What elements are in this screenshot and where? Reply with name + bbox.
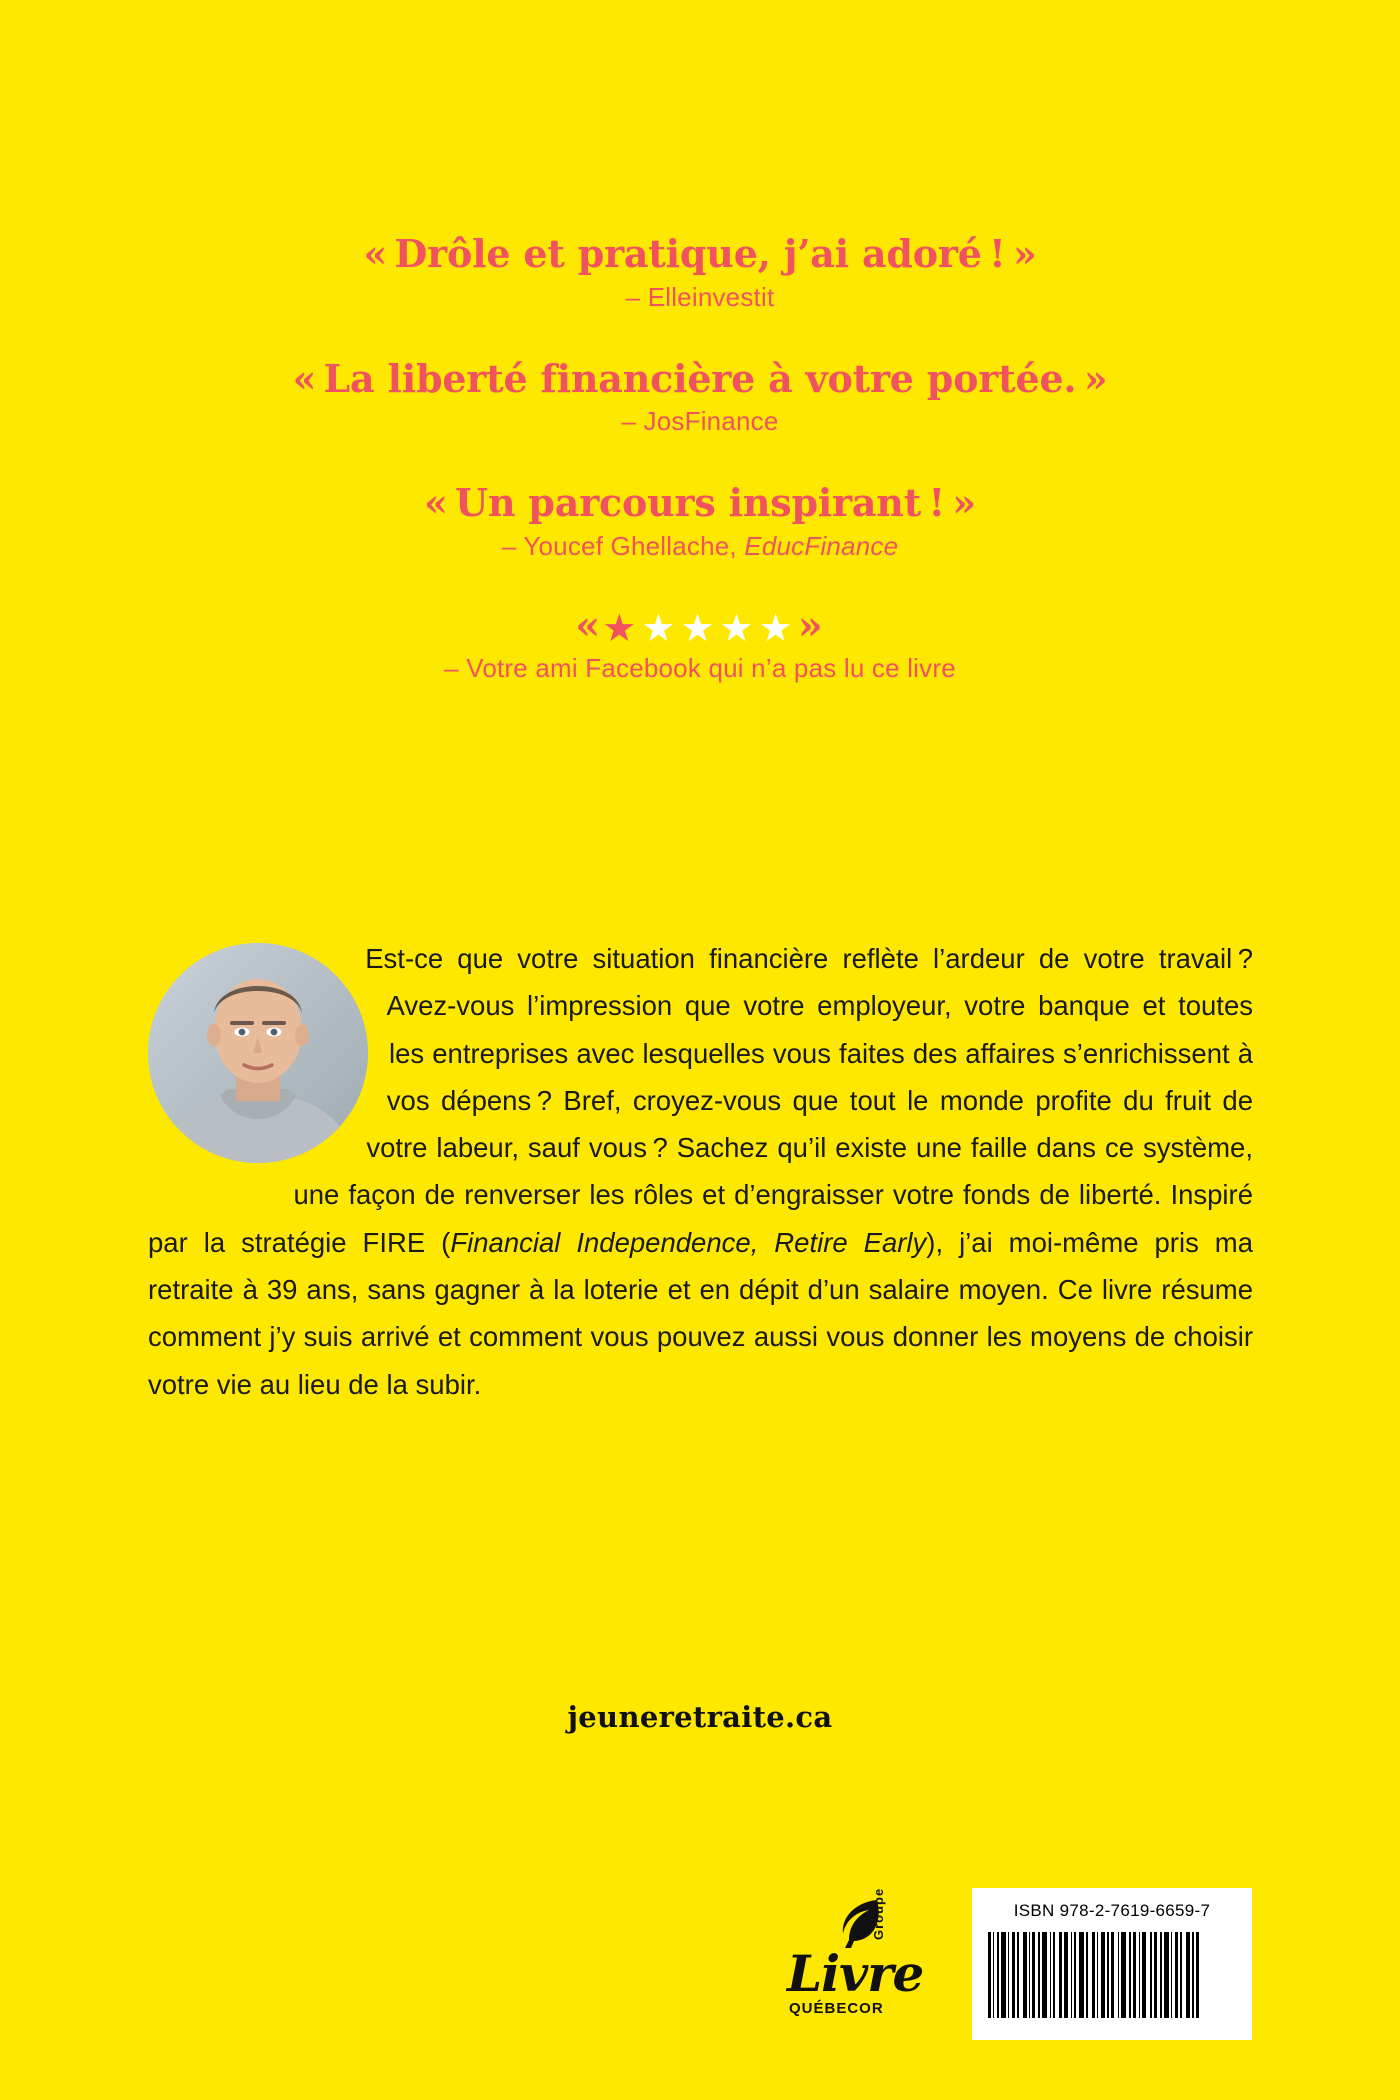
blurb-attribution-source: EducFinance (744, 531, 899, 562)
publisher-name: Livre (787, 1944, 924, 2003)
blurb-attribution-text: – Youcef Ghellache, (501, 531, 745, 562)
star-empty-icon: ★ (641, 606, 681, 651)
publisher-quebecor-label: QUÉBECOR (789, 2000, 884, 2017)
description-italic: Financial Independence, Retire Early (450, 1226, 927, 1258)
blurb-attribution (0, 531, 1400, 562)
isbn-barcode-panel (972, 1888, 1252, 2040)
website-url[interactable]: jeuneretraite.ca (567, 1700, 833, 1734)
rating-attribution: – Votre ami Facebook qui n’a pas lu ce livre (444, 653, 956, 684)
blurb-attribution-text: – Elleinvestit (625, 281, 775, 312)
open-quote: « (575, 602, 603, 650)
blurb-attribution (0, 406, 1400, 437)
blurb-attribution-text: – JosFinance (621, 406, 779, 437)
publisher-groupe-label: Groupe (871, 1887, 886, 1940)
rating-blurb (0, 602, 1400, 684)
star-empty-icon: ★ (719, 606, 759, 651)
close-quote: » (797, 602, 825, 650)
description-block (148, 935, 1253, 1408)
blurb-quote: « Drôle et pratique, j’ai adoré ! » (363, 231, 1037, 276)
barcode-icon (988, 1932, 1236, 2018)
footer (0, 1888, 1400, 2100)
rating-line (0, 602, 1400, 651)
blurbs-section (0, 232, 1400, 728)
isbn-label: ISBN 978-2-7619-6659-7 (1013, 1901, 1211, 1920)
blurb-item (0, 357, 1400, 438)
star-empty-icon: ★ (758, 606, 798, 651)
blurb-attribution (0, 282, 1400, 313)
blurb-quote: « Un parcours inspirant ! » (424, 480, 976, 526)
star-rating (602, 606, 798, 651)
blurb-item (0, 232, 1400, 313)
star-empty-icon: ★ (680, 606, 720, 651)
portrait-illustration (148, 943, 368, 1163)
publisher-logo (775, 1887, 935, 2046)
description-part-1: Est-ce que votre situation financière reflète l’ardeur de votre travail ? Avez-vous l’impression que votre employeur, votre banque et toutes les entreprises avec lesquelles vous faites des affaires s’enrichissent à vos dépens ? Bref, croyez-vous que tout le monde profite du fruit de votre labeur, sauf vous ? Sachez qu’il existe une faille dans ce système, une façon de renverser les rôles et d’engraisser votre fonds de liberté. Inspiré par la stratégie FIRE ( (148, 943, 1253, 1258)
author-portrait (148, 943, 368, 1163)
blurb-quote: « La liberté financière à votre portée. » (292, 355, 1108, 401)
blurb-item (0, 481, 1400, 562)
star-filled-icon: ★ (602, 606, 642, 651)
description-part-2: ), j’ai moi-même pris ma retraite à 39 ans, sans gagner à la loterie et en dépit d’un salaire moyen. Ce livre résume comment j’y suis arrivé et comment vous pouvez aussi vous donner les moyens de choisir votre vie au lieu de la subir. (148, 1226, 1254, 1400)
